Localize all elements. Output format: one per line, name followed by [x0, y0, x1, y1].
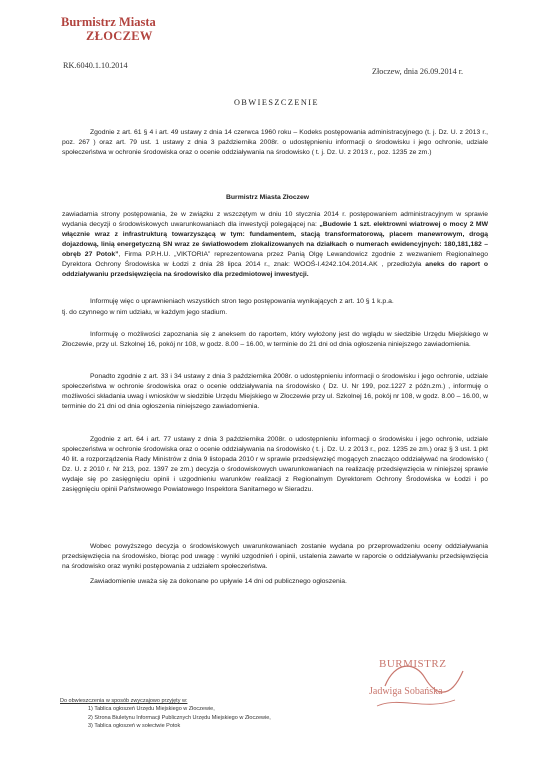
closing-line: Zawiadomienie uważa się za dokonane po upływie 14 dni od publicznego ogłoszenia. [90, 578, 347, 585]
stamp-name: Jadwiga Sobańska [369, 686, 443, 697]
document-date: Złoczew, dnia 26.09.2014 r. [372, 67, 464, 76]
stamp-title: BURMISTRZ [379, 658, 447, 670]
authority-heading: Burmistrz Miasta Złoczew [226, 194, 310, 201]
art64-paragraph: Zgodnie z art. 64 i art. 77 ustawy z dnia 3 października 2008r. o udostępnieniu informacji o środowisku i jego ochronie, udziale społeczeństwa w ochronie środowiska oraz o ocenie oddziaływania na środowisko ( t. j. Dz. U. z 2013 r., poz. 1235 ze zm.) oraz § 3 ust. 1 pkt 40 lit. a rozporządzenia Rady Ministrów z dnia 9 listopada 2010 r w sprawie przedsięwzięć mogących znacząco oddziaływać na środowisko ( Dz. U. z 2010 r. Nr 213, poz. 1397 ze zm.) decyzja o środowiskowych uwarunkowaniach na realizację przedsięwzięcia w niniejszej sprawie wydaje się po zasięgnięciu opinii i uzgodnieniu warunków realizacji z Regionalnym Dyrektorem Ochrony Środowiska w Łodzi i po zasięgnięciu opinii Państwowego Powiatowego Inspektora Sanitarnego w Sieradzu. [62, 436, 488, 493]
footnote-item: 2) Strona Biuletynu Informacji Publicznych Urzędu Miejskiego w Złoczewie, [88, 714, 271, 721]
annex-text: aneks do raport o oddziaływaniu przedsięwzięcia na środowisko dla przedmiotowej inwestycji. [62, 261, 489, 278]
informs-line2: tj. do czynnego w nim udziału, w każdym jego stadium. [62, 309, 228, 316]
distribution-footnote [60, 697, 271, 731]
main-paragraph [62, 210, 488, 280]
informs-line1: Informuję więc o uprawnieniach wszystkich stron tego postępowania wynikających z art. 10 § 1 k.p.a. [90, 298, 394, 305]
letterhead-line2: ZŁOCZEW [86, 29, 153, 43]
wobec-paragraph: Wobec powyższego decyzja o środowiskowych uwarunkowaniach zostanie wydana po przeprowadzeniu oceny oddziaływania przedsięwzięcia na środowisko, biorąc pod uwagę : wyniki uzgodnień i opinii, ustalenia zawarte w raporcie o oddziaływaniu przedsięwzięcia na środowisko oraz wyniki postępowania z udziałem społeczeństwa. [62, 543, 488, 570]
letterhead-line1: Burmistrz Miasta [61, 15, 156, 29]
signature-stamp [355, 656, 475, 716]
document-heading: OBWIESZCZENIE [234, 98, 319, 107]
project-description: „Budowie 1 szt. elektrowni wiatrowej o mocy 2 MW włącznie wraz z infrastrukturą towarzyszącą w tym: fundamentem, stacją transformatorową, placem manewrowym, drogą dojazdową, linią energetyczną SN wraz ze światłowodem zlokalizowanych na działkach o numerach ewidencyjnych: 180,181,182 – obręb 27 Potok” [62, 221, 488, 258]
review-paragraph: Informuję o możliwości zapoznania się z aneksem do raportem, który wyłożony jest do wglądu w siedzibie Urzędu Miejskiego w Złoczewie, przy ul. Szkolnej 16, pokój nr 108, w godz. 8.00 – 16.00, w terminie do 21 dni od dnia ogłoszenia niniejszego zawiadomienia. [62, 331, 488, 348]
footnote-item: 3) Tablica ogłoszeń w sołectwie Potok [88, 723, 181, 730]
reference-number: RK.6040.1.10.2014 [63, 61, 128, 70]
main-text-part2: , Firma P.P.H.U. „VIKTORIA” reprezentowana przez Panią Olgę Lewandowicz zgodnie z wezwaniem Regionalnego Dyrektora Ochrony Środowiska w Łodzi z dnia 28 lipca 2014 r., znak: WOOŚ-I.4242.104.2014.AK , przedłożyła [62, 251, 488, 268]
main-text-part1: zawiadamia strony postępowania, że w związku z wszczętym w dniu 10 stycznia 2014 r. postępowaniem administracyjnym w sprawie wydania decyzji o środowiskowych uwarunkowaniach dla inwestycji polegającej na: [62, 211, 488, 228]
footnote-item: 1) Tablica ogłoszeń Urzędu Miejskiego w Złoczewie, [88, 706, 215, 713]
art33-paragraph: Ponadto zgodnie z art. 33 i 34 ustawy z dnia 3 października 2008r. o udostępnieniu informacji o środowisku i jego ochronie, udziale społeczeństwa w ochronie środowiska oraz o ocenie oddziaływania na środowisko ( Dz. U. Nr 199, poz.1227 z późn.zm.) , informuję o możliwości składania uwag i wniosków w siedzibie Urzędu Miejskiego w Złoczewie przy ul. Szkolnej 16, pokój nr 108, w godz. 8.00 – 16.00, w terminie do 21 dni od dnia ogłoszenia niniejszego zawiadomienia. [62, 373, 488, 410]
letterhead [61, 15, 221, 43]
footnote-title: Do obwieszczenia w sposób zwyczajowo przyjęty w: [60, 698, 188, 704]
intro-paragraph: Zgodnie z art. 61 § 4 i art. 49 ustawy z dnia 14 czerwca 1960 roku – Kodeks postępowania administracyjnego (t. j. Dz. U. z 2013 r., poz. 267 ) oraz art. 79 ust. 1 ustawy z dnia 3 października 2008r. o udostępnieniu informacji o środowisku i jego ochronie, udziale społeczeństwa w ochronie środowiska oraz o ocenie oddziaływania na środowisko ( t. j. Dz. U. z 2013 r., poz. 1235 ze zm.) [62, 129, 488, 156]
